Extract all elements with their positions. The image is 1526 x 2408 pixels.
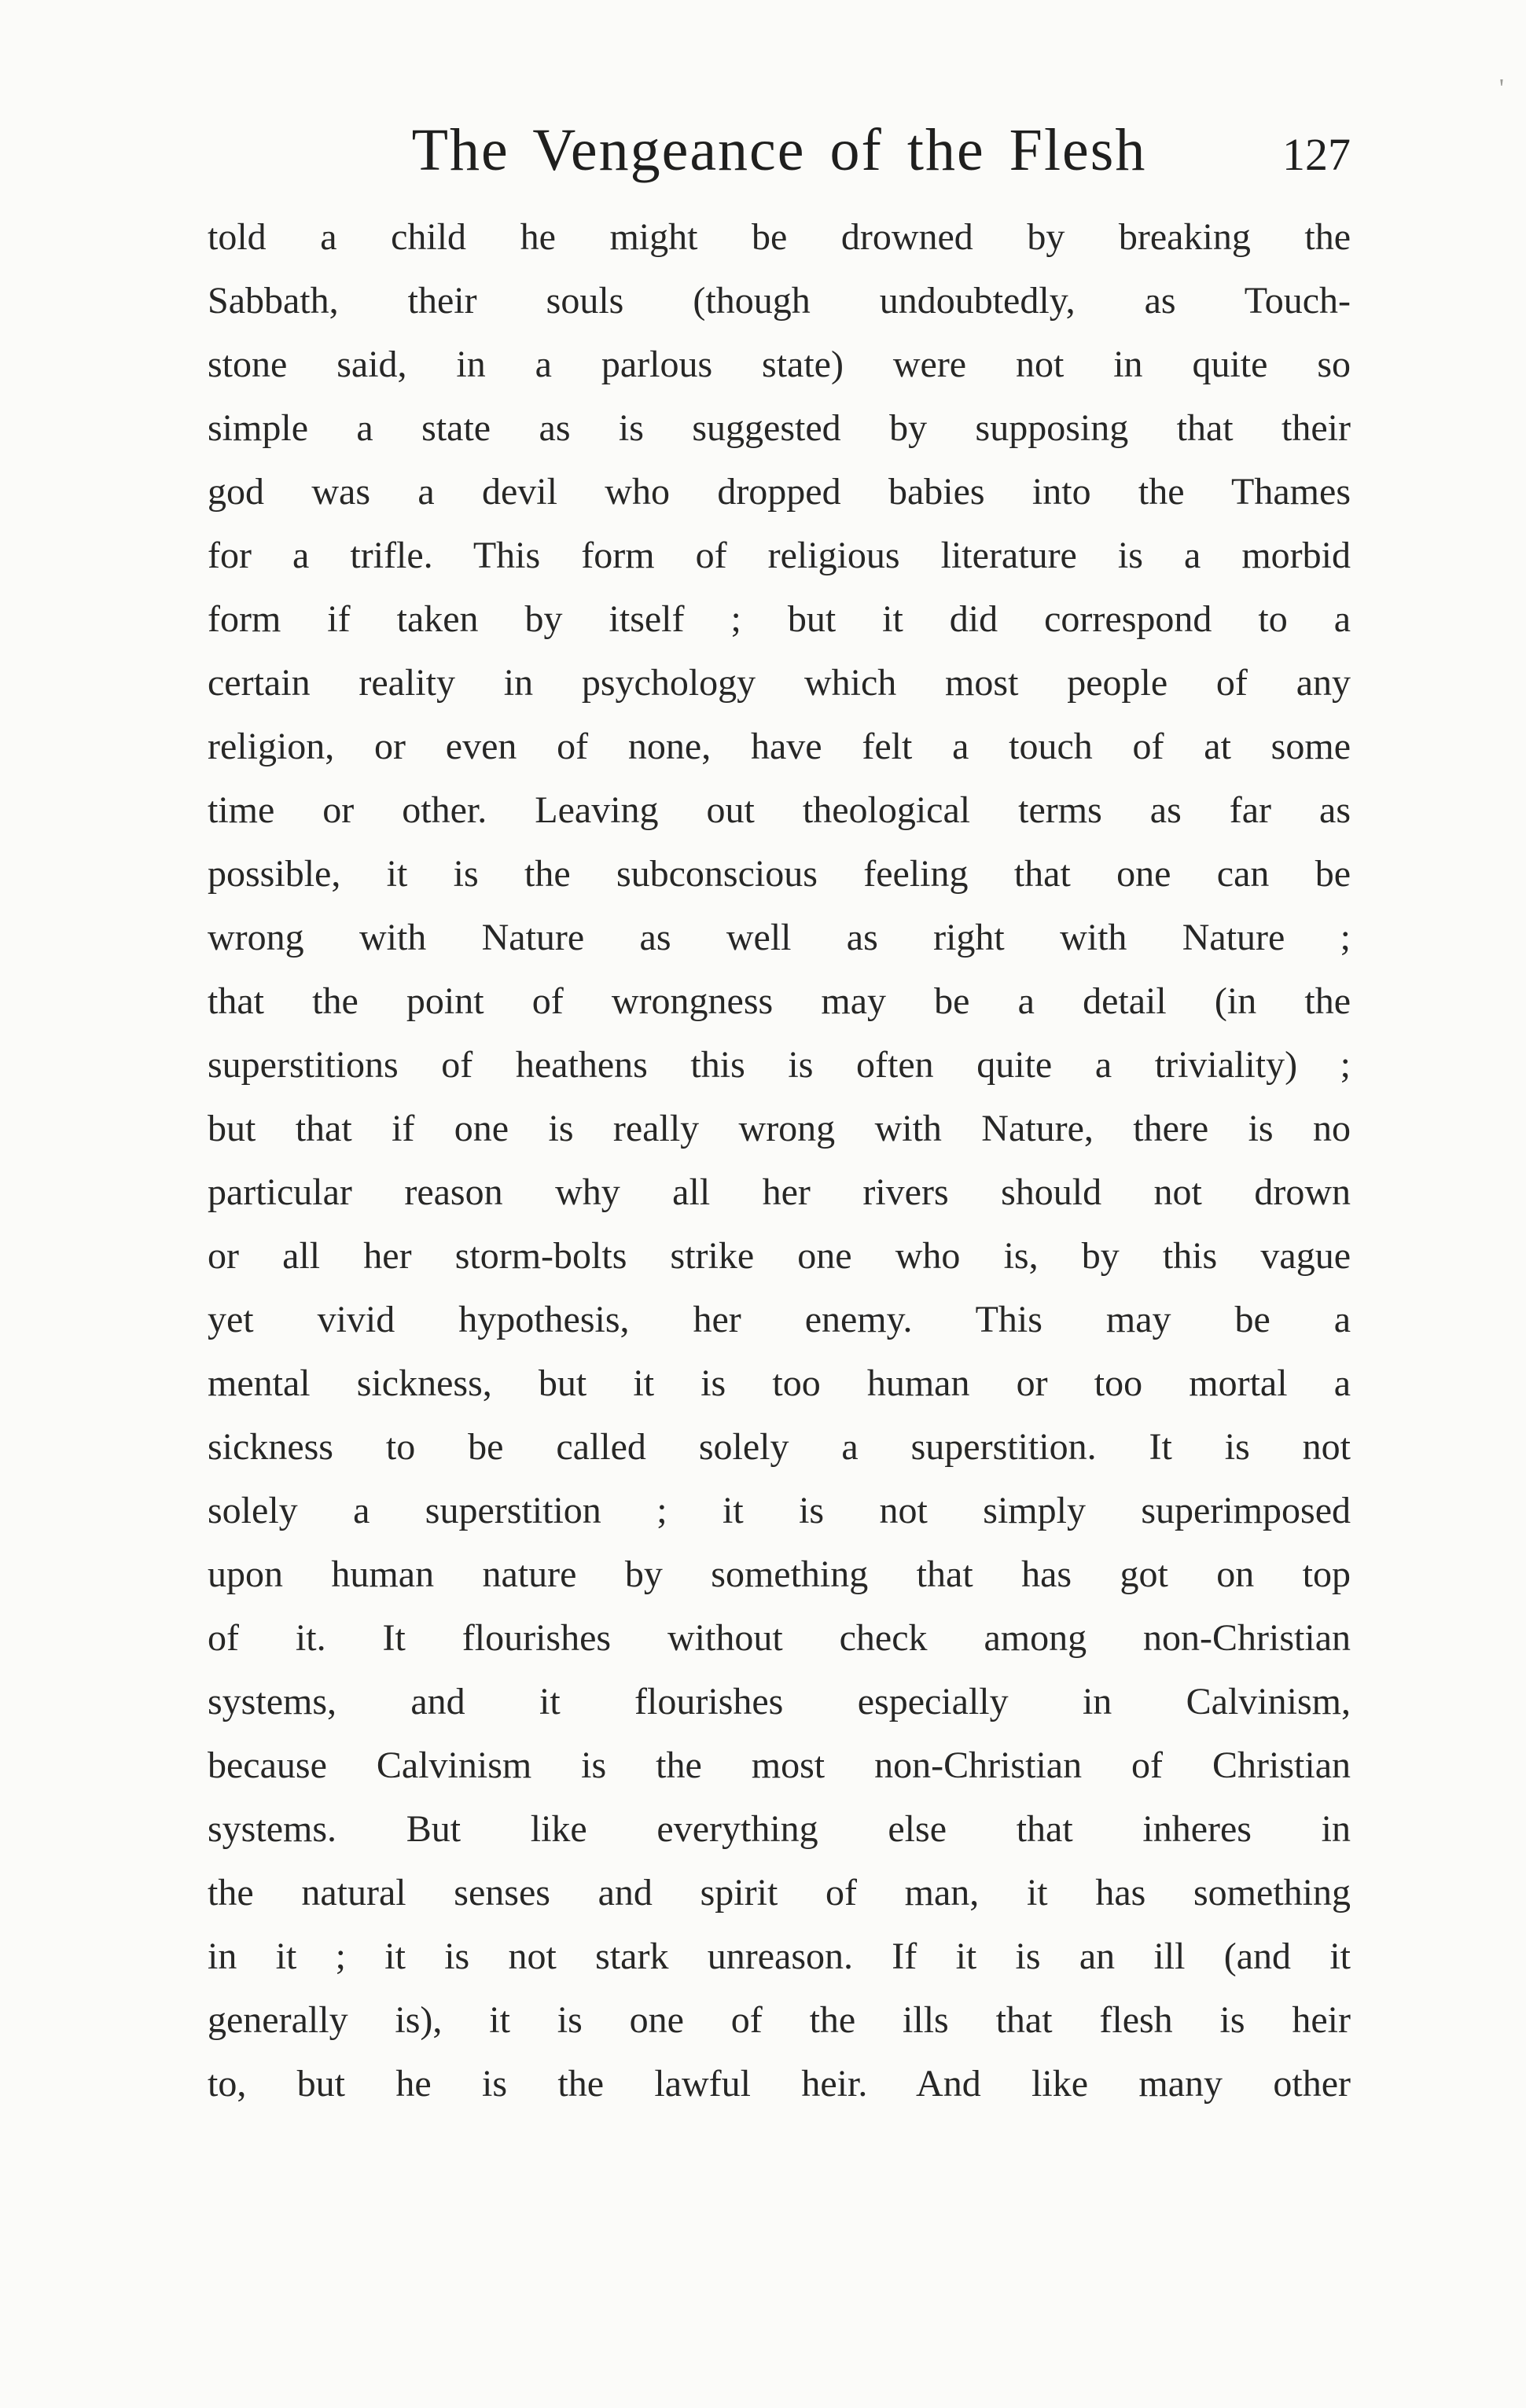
page-header: [208, 116, 1351, 185]
text-line: but that if one is really wrong with Nature, there is no: [208, 1108, 1351, 1149]
text-line: mental sickness, but it is too human or too mortal a: [208, 1362, 1351, 1404]
text-line: the natural senses and spirit of man, it has something: [208, 1872, 1351, 1914]
text-line: to, but he is the lawful heir. And like many other: [208, 2063, 1351, 2105]
text-line: in it ; it is not stark unreason. If it is an ill (and it: [208, 1936, 1351, 1977]
text-line: stone said, in a parlous state) were not in quite so: [208, 344, 1351, 385]
text-line: for a trifle. This form of religious literature is a morbid: [208, 535, 1351, 576]
text-line: or all her storm-bolts strike one who is, by this vague: [208, 1235, 1351, 1277]
text-line: solely a superstition ; it is not simply superimposed: [208, 1490, 1351, 1531]
page-title: The Vengeance of the Flesh: [411, 117, 1147, 183]
text-line: simple a state as is suggested by supposing that their: [208, 407, 1351, 449]
text-line: systems. But like everything else that inheres in: [208, 1808, 1351, 1850]
text-line: form if taken by itself ; but it did correspond to a: [208, 598, 1351, 640]
text-line: because Calvinism is the most non-Christian of Christian: [208, 1744, 1351, 1786]
text-line: that the point of wrongness may be a detail (in the: [208, 980, 1351, 1022]
text-line: god was a devil who dropped babies into the Thames: [208, 471, 1351, 513]
text-line: sickness to be called solely a superstition. It is not: [208, 1426, 1351, 1468]
text-line: superstitions of heathens this is often quite a triviality) ;: [208, 1044, 1351, 1086]
text-line: possible, it is the subconscious feeling that one can be: [208, 853, 1351, 895]
text-line: Sabbath, their souls (though undoubtedly, as Touch-: [208, 280, 1351, 322]
text-line: time or other. Leaving out theological terms as far as: [208, 789, 1351, 831]
text-line: certain reality in psychology which most people of any: [208, 662, 1351, 704]
page-number: 127: [1282, 129, 1351, 180]
text-line: particular reason why all her rivers should not drown: [208, 1171, 1351, 1213]
text-line: of it. It flourishes without check among non-Christian: [208, 1617, 1351, 1659]
text-line: told a child he might be drowned by breaking the: [208, 216, 1351, 258]
text-line: generally is), it is one of the ills that flesh is heir: [208, 1999, 1351, 2041]
text-line: yet vivid hypothesis, her enemy. This may be a: [208, 1299, 1351, 1340]
scan-artifact-mark: ': [1498, 74, 1504, 103]
body-text: [208, 205, 1351, 2116]
text-line: wrong with Nature as well as right with Nature ;: [208, 917, 1351, 958]
text-line: upon human nature by something that has got on top: [208, 1553, 1351, 1595]
text-line: religion, or even of none, have felt a touch of at some: [208, 726, 1351, 767]
text-line: systems, and it flourishes especially in Calvinism,: [208, 1681, 1351, 1722]
